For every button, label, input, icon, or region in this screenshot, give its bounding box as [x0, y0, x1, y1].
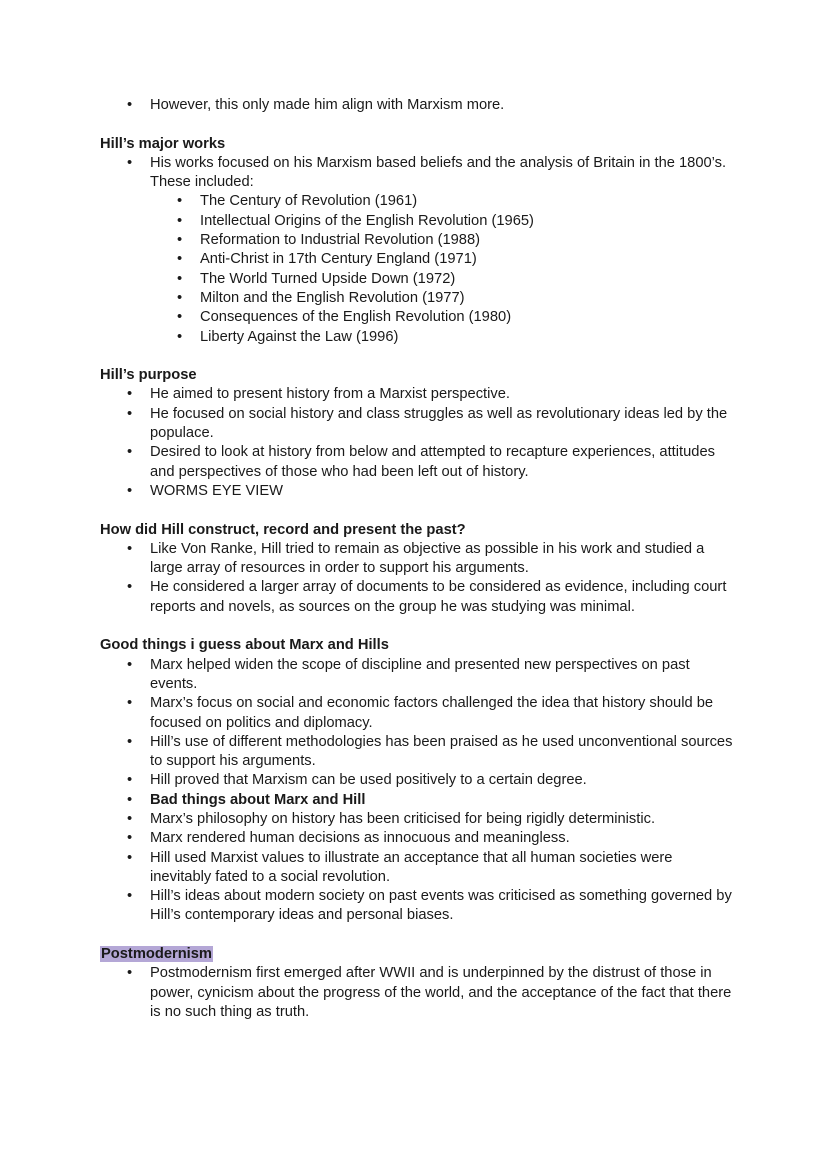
bullet-text: Like Von Ranke, Hill tried to remain as objective as possible in his work and studied a large array of resources in order to support his arguments. [150, 540, 705, 577]
bullet-dot-icon: • [177, 232, 183, 249]
bullet-dot-icon: • [127, 656, 133, 673]
bullet-dot-icon: • [127, 405, 133, 422]
bullet-dot-icon: • [127, 733, 133, 750]
section-heading-text: Hill’s purpose [100, 367, 197, 384]
bullet-dot-icon: • [177, 328, 183, 345]
bullet-text: Consequences of the English Revolution (1980) [200, 309, 512, 326]
bullet-item [100, 829, 733, 848]
bullet-item [100, 192, 733, 211]
bullet-text: The Century of Revolution (1961) [200, 193, 418, 210]
bullet-dot-icon: • [127, 772, 133, 789]
bullet-text: Hill’s use of different methodologies has been praised as he used unconventional sources to support his arguments. [150, 733, 733, 770]
bullet-text: Anti-Christ in 17th Century England (1971) [200, 251, 477, 268]
bullet-text: Hill used Marxist values to illustrate an acceptance that all human societies were inevitably fated to a social revolution. [150, 849, 673, 885]
bullet-item [100, 578, 733, 617]
section-heading [100, 945, 733, 964]
bullet-dot-icon: • [177, 251, 183, 268]
bullet-dot-icon: • [127, 579, 133, 596]
bullet-item [100, 212, 733, 231]
bullet-item [100, 154, 733, 193]
bullet-text: Marx’s focus on social and economic factors challenged the idea that history should be focused on politics and diplomacy. [150, 695, 714, 731]
bullet-dot-icon: • [177, 289, 183, 306]
bullet-item [100, 385, 733, 404]
bullet-item [100, 231, 733, 250]
bullet-item [100, 405, 733, 444]
bullet-dot-icon: • [127, 444, 133, 461]
bullet-item [100, 482, 733, 501]
section-heading-text: How did Hill construct, record and present the past? [100, 521, 466, 538]
bullet-dot-icon: • [127, 97, 133, 113]
bullet-item [100, 810, 733, 829]
bullet-text: Hill proved that Marxism can be used positively to a certain degree. [150, 772, 587, 789]
document-body [100, 96, 733, 1022]
bullet-dot-icon: • [127, 888, 133, 905]
document-section [100, 96, 733, 115]
section-heading-text: Hill’s major works [100, 135, 226, 152]
bullet-text: He aimed to present history from a Marxist perspective. [150, 386, 510, 403]
bullet-item [100, 849, 733, 888]
bullet-item [100, 250, 733, 269]
bullet-text: Postmodernism first emerged after WWII and is underpinned by the distrust of those in power, cynicism about the progress of the world, and the acceptance of the fact that there is no such thing as truth. [150, 965, 732, 1020]
bullet-text: He considered a larger array of documents to be considered as evidence, including court reports and novels, as sources on the group he was studying was minimal. [150, 579, 727, 615]
document-section [100, 135, 733, 347]
bullet-text: Marx’s philosophy on history has been criticised for being rigidly deterministic. [150, 810, 656, 827]
bullet-dot-icon: • [177, 270, 183, 287]
document-section [100, 636, 733, 925]
document-section [100, 945, 733, 1022]
bullet-item [100, 270, 733, 289]
section-heading [100, 366, 733, 385]
bullet-text: Marx rendered human decisions as innocuous and meaningless. [150, 830, 570, 847]
section-heading [100, 636, 733, 655]
bullet-item [100, 443, 733, 482]
bullet-dot-icon: • [127, 830, 133, 847]
bullet-dot-icon: • [177, 193, 183, 210]
bullet-text: Hill’s ideas about modern society on past events was criticised as something governed by Hill’s contemporary ideas and personal biases. [150, 888, 732, 924]
bullet-text: Reformation to Industrial Revolution (1988) [200, 232, 481, 249]
bullet-item [100, 328, 733, 347]
bullet-text: Desired to look at history from below and attempted to recapture experiences, attitudes and perspectives of those who had been left out of history. [150, 444, 715, 480]
bullet-item [100, 771, 733, 790]
section-heading [100, 135, 733, 154]
bullet-text: His works focused on his Marxism based beliefs and the analysis of Britain in the 1800’s. These included: [150, 154, 727, 191]
bullet-dot-icon: • [127, 482, 133, 499]
bullet-item [100, 733, 733, 772]
document-section [100, 366, 733, 501]
bullet-item [100, 540, 733, 579]
bullet-dot-icon: • [127, 965, 133, 982]
bullet-dot-icon: • [127, 154, 133, 171]
bullet-dot-icon: • [127, 695, 133, 712]
highlighted-heading-text: Postmodernism [101, 946, 212, 963]
bullet-item [100, 791, 733, 810]
bullet-dot-icon: • [127, 810, 133, 827]
bullet-text: The World Turned Upside Down (1972) [200, 270, 456, 287]
bullet-text: WORMS EYE VIEW [150, 482, 284, 499]
document-section [100, 521, 733, 617]
bullet-dot-icon: • [127, 386, 133, 403]
bullet-text: Liberty Against the Law (1996) [200, 328, 399, 345]
bullet-dot-icon: • [127, 849, 133, 866]
section-heading [100, 521, 733, 540]
section-heading-text: Good things i guess about Marx and Hills [100, 637, 389, 654]
bullet-dot-icon: • [127, 540, 133, 557]
bullet-item [100, 887, 733, 926]
bullet-text: Bad things about Marx and Hill [150, 791, 366, 808]
bullet-item [100, 964, 733, 1022]
bullet-item [100, 656, 733, 695]
bullet-dot-icon: • [127, 791, 133, 808]
bullet-item [100, 308, 733, 327]
bullet-text: Intellectual Origins of the English Revolution (1965) [200, 212, 534, 229]
bullet-item [100, 694, 733, 733]
bullet-dot-icon: • [177, 309, 183, 326]
bullet-text: Milton and the English Revolution (1977) [200, 289, 465, 306]
bullet-text: Marx helped widen the scope of discipline and presented new perspectives on past events. [150, 656, 690, 692]
bullet-item [100, 289, 733, 308]
bullet-item [100, 96, 733, 115]
bullet-text: However, this only made him align with Marxism more. [150, 97, 505, 113]
bullet-dot-icon: • [177, 212, 183, 229]
bullet-text: He focused on social history and class struggles as well as revolutionary ideas led by the populace. [150, 405, 728, 442]
